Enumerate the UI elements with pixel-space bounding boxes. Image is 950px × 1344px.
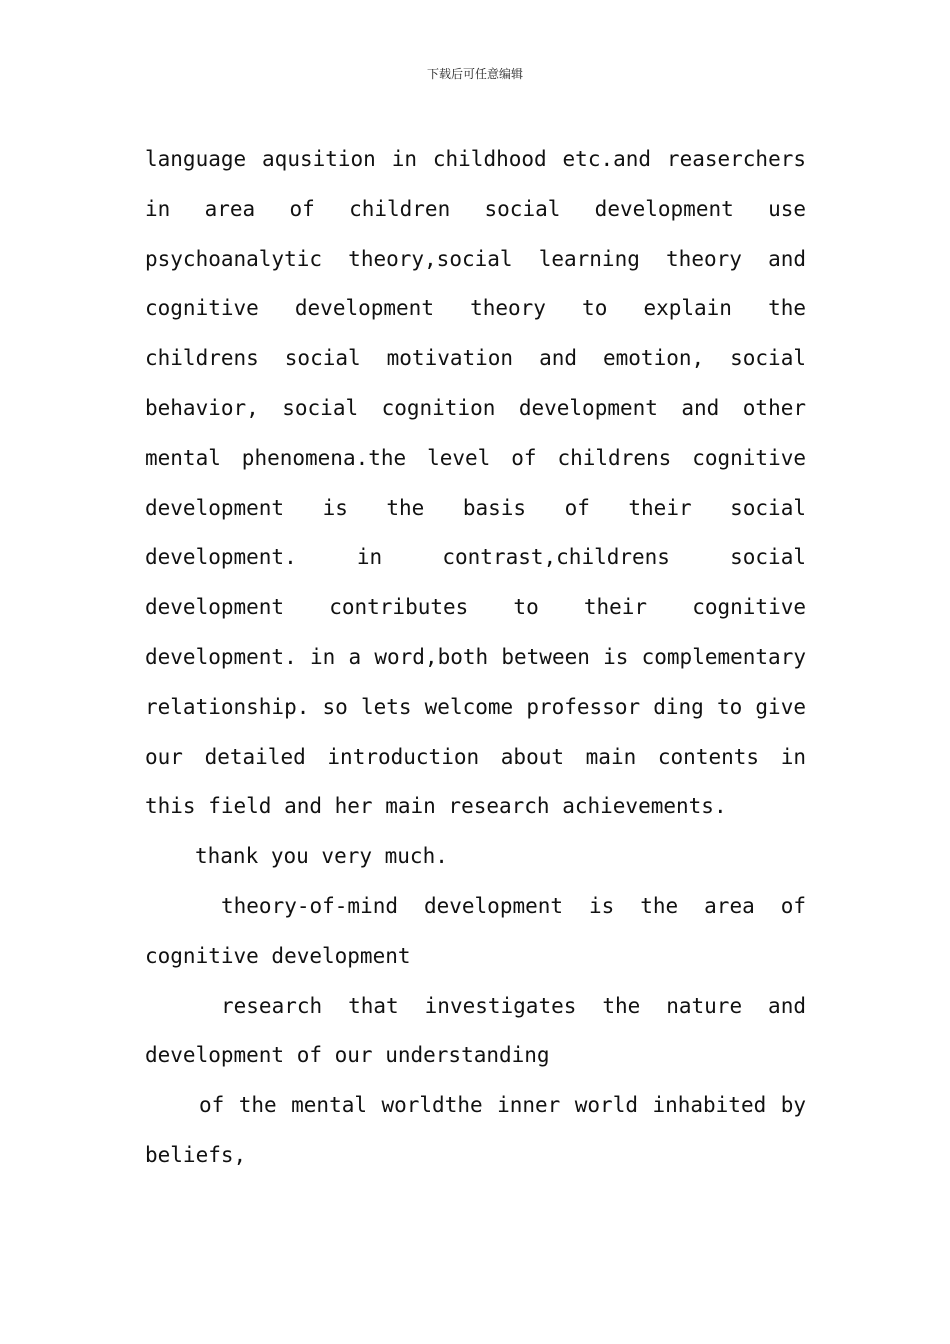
paragraph-mental-world: of the mental worldthe inner world inhabited by beliefs, <box>145 1093 806 1167</box>
paragraph-main: language aqusition in childhood etc.and reaserchers in area of children social development use psychoanalytic theory,social learning theory and cognitive development theory to explain the childrens social motivation and emotion, social behavior, social cognition development and other mental phenomena.the level of childrens cognitive development is the basis of their social development. in contrast,childrens social development contributes to their cognitive development. in a word,both between is complementary relationship. so lets welcome professor ding to give our detailed introduction about main contents in this field and her main research achievements. <box>145 147 806 819</box>
paragraph-thanks: thank you very much. <box>195 844 448 869</box>
page-header: 下载后可任意编辑 <box>426 67 523 81</box>
document-body <box>145 135 806 1181</box>
paragraph-theory-of-mind: theory-of-mind development is the area of cognitive development <box>145 893 806 968</box>
paragraph-research: research that investigates the nature and development of our understanding <box>145 993 806 1068</box>
